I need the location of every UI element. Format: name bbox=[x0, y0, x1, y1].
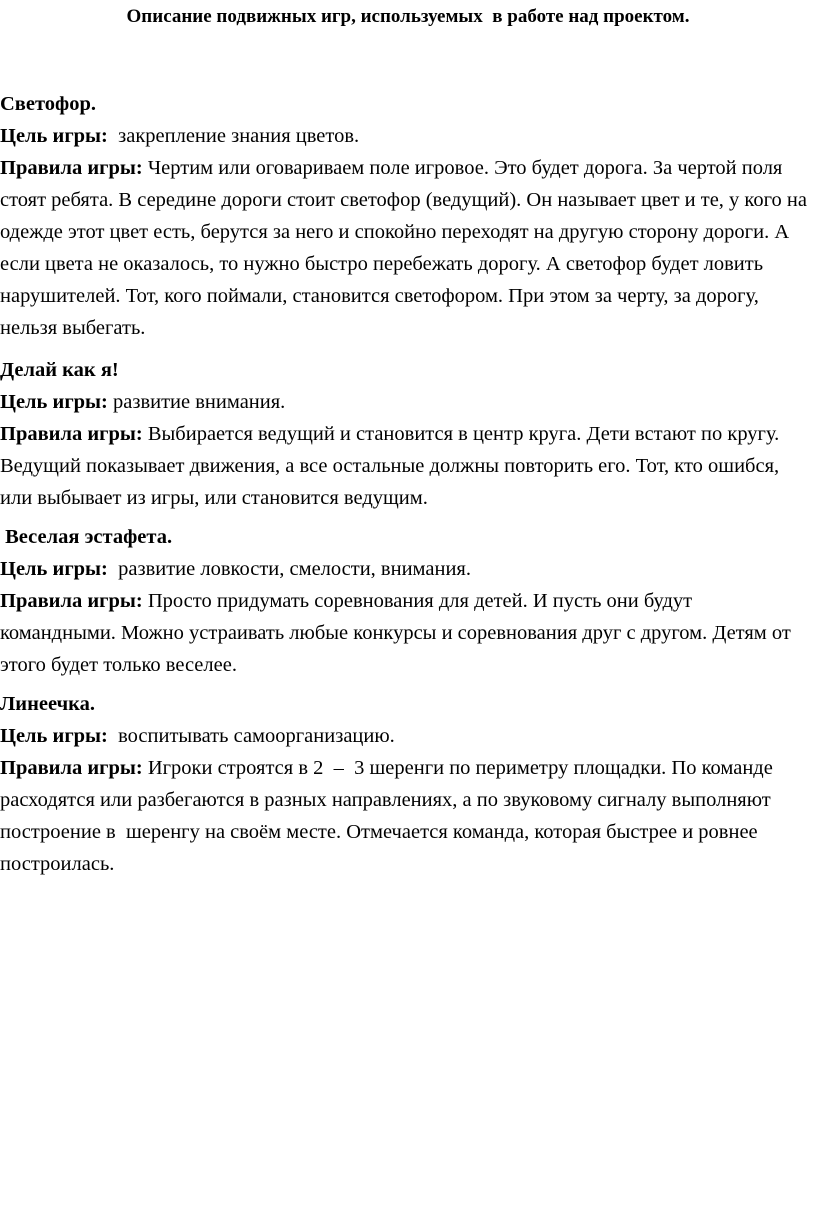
goal-text: воспитывать самоорганизацию. bbox=[107, 725, 395, 747]
rules-text: Чертим или оговариваем поле игровое. Это будет дорога. За чертой поля стоят ребята. В середине дороги стоит светофор (ведущий). Он называет цвет и те, у кого на одежде этот цвет есть, берутся за него и спокойно переходят на другую сторону дороги. А если цвета не оказалось, то нужно быстро перебежать дорогу. А светофор будет ловить нарушителей. Тот, кого поймали, становится светофором. При этом за черту, за дорогу, нельзя выбегать. bbox=[0, 157, 813, 339]
rules-label: Правила игры: bbox=[0, 757, 143, 779]
goal-label: Цель игры: bbox=[0, 391, 108, 413]
goal-label: Цель игры: bbox=[0, 725, 108, 747]
game-title: Веселая эстафета. bbox=[0, 526, 173, 548]
game-title: Светофор. bbox=[0, 93, 96, 115]
goal-label: Цель игры: bbox=[0, 125, 108, 147]
rules-label: Правила игры: bbox=[0, 590, 143, 612]
game-section-veselaya-estafeta bbox=[0, 521, 812, 681]
goal-text: закрепление знания цветов. bbox=[107, 125, 360, 147]
game-goal bbox=[0, 720, 812, 752]
game-goal bbox=[0, 120, 812, 152]
rules-label: Правила игры: bbox=[0, 423, 143, 445]
rules-text: Игроки строятся в 2 – 3 шеренги по периметру площадки. По команде расходятся или разбегаются в разных направлениях, а по звуковому сигналу выполняют построение в шеренгу на своём месте. Отмечается команда, которая быстрее и ровнее построилась. bbox=[0, 757, 778, 875]
document-title: Описание подвижных игр, используемых в работе над проектом. bbox=[126, 6, 690, 27]
game-goal bbox=[0, 386, 812, 418]
rules-label: Правила игры: bbox=[0, 157, 143, 179]
game-section-lineechka bbox=[0, 688, 812, 880]
goal-label: Цель игры: bbox=[0, 558, 108, 580]
game-rules bbox=[0, 585, 812, 681]
game-title: Делай как я! bbox=[0, 359, 119, 381]
game-goal bbox=[0, 553, 812, 585]
game-title: Линеечка. bbox=[0, 693, 96, 715]
game-rules bbox=[0, 752, 812, 880]
goal-text: развитие внимания. bbox=[107, 391, 286, 413]
game-rules bbox=[0, 152, 812, 344]
rules-text: Выбирается ведущий и становится в центр круга. Дети встают по кругу. Ведущий показывает движения, а все остальные должны повторить его. Тот, кто ошибся, или выбывает из игры, или становится ведущим. bbox=[0, 423, 785, 509]
goal-text: развитие ловкости, смелости, внимания. bbox=[107, 558, 471, 580]
game-section-svetofor bbox=[0, 88, 812, 344]
game-section-delai-kak-ya bbox=[0, 354, 812, 514]
rules-text: Просто придумать соревнования для детей. И пусть они будут командными. Можно устраивать любые конкурсы и соревнования друг с другом. Детям от этого будет только веселее. bbox=[0, 590, 796, 676]
game-rules bbox=[0, 418, 812, 514]
